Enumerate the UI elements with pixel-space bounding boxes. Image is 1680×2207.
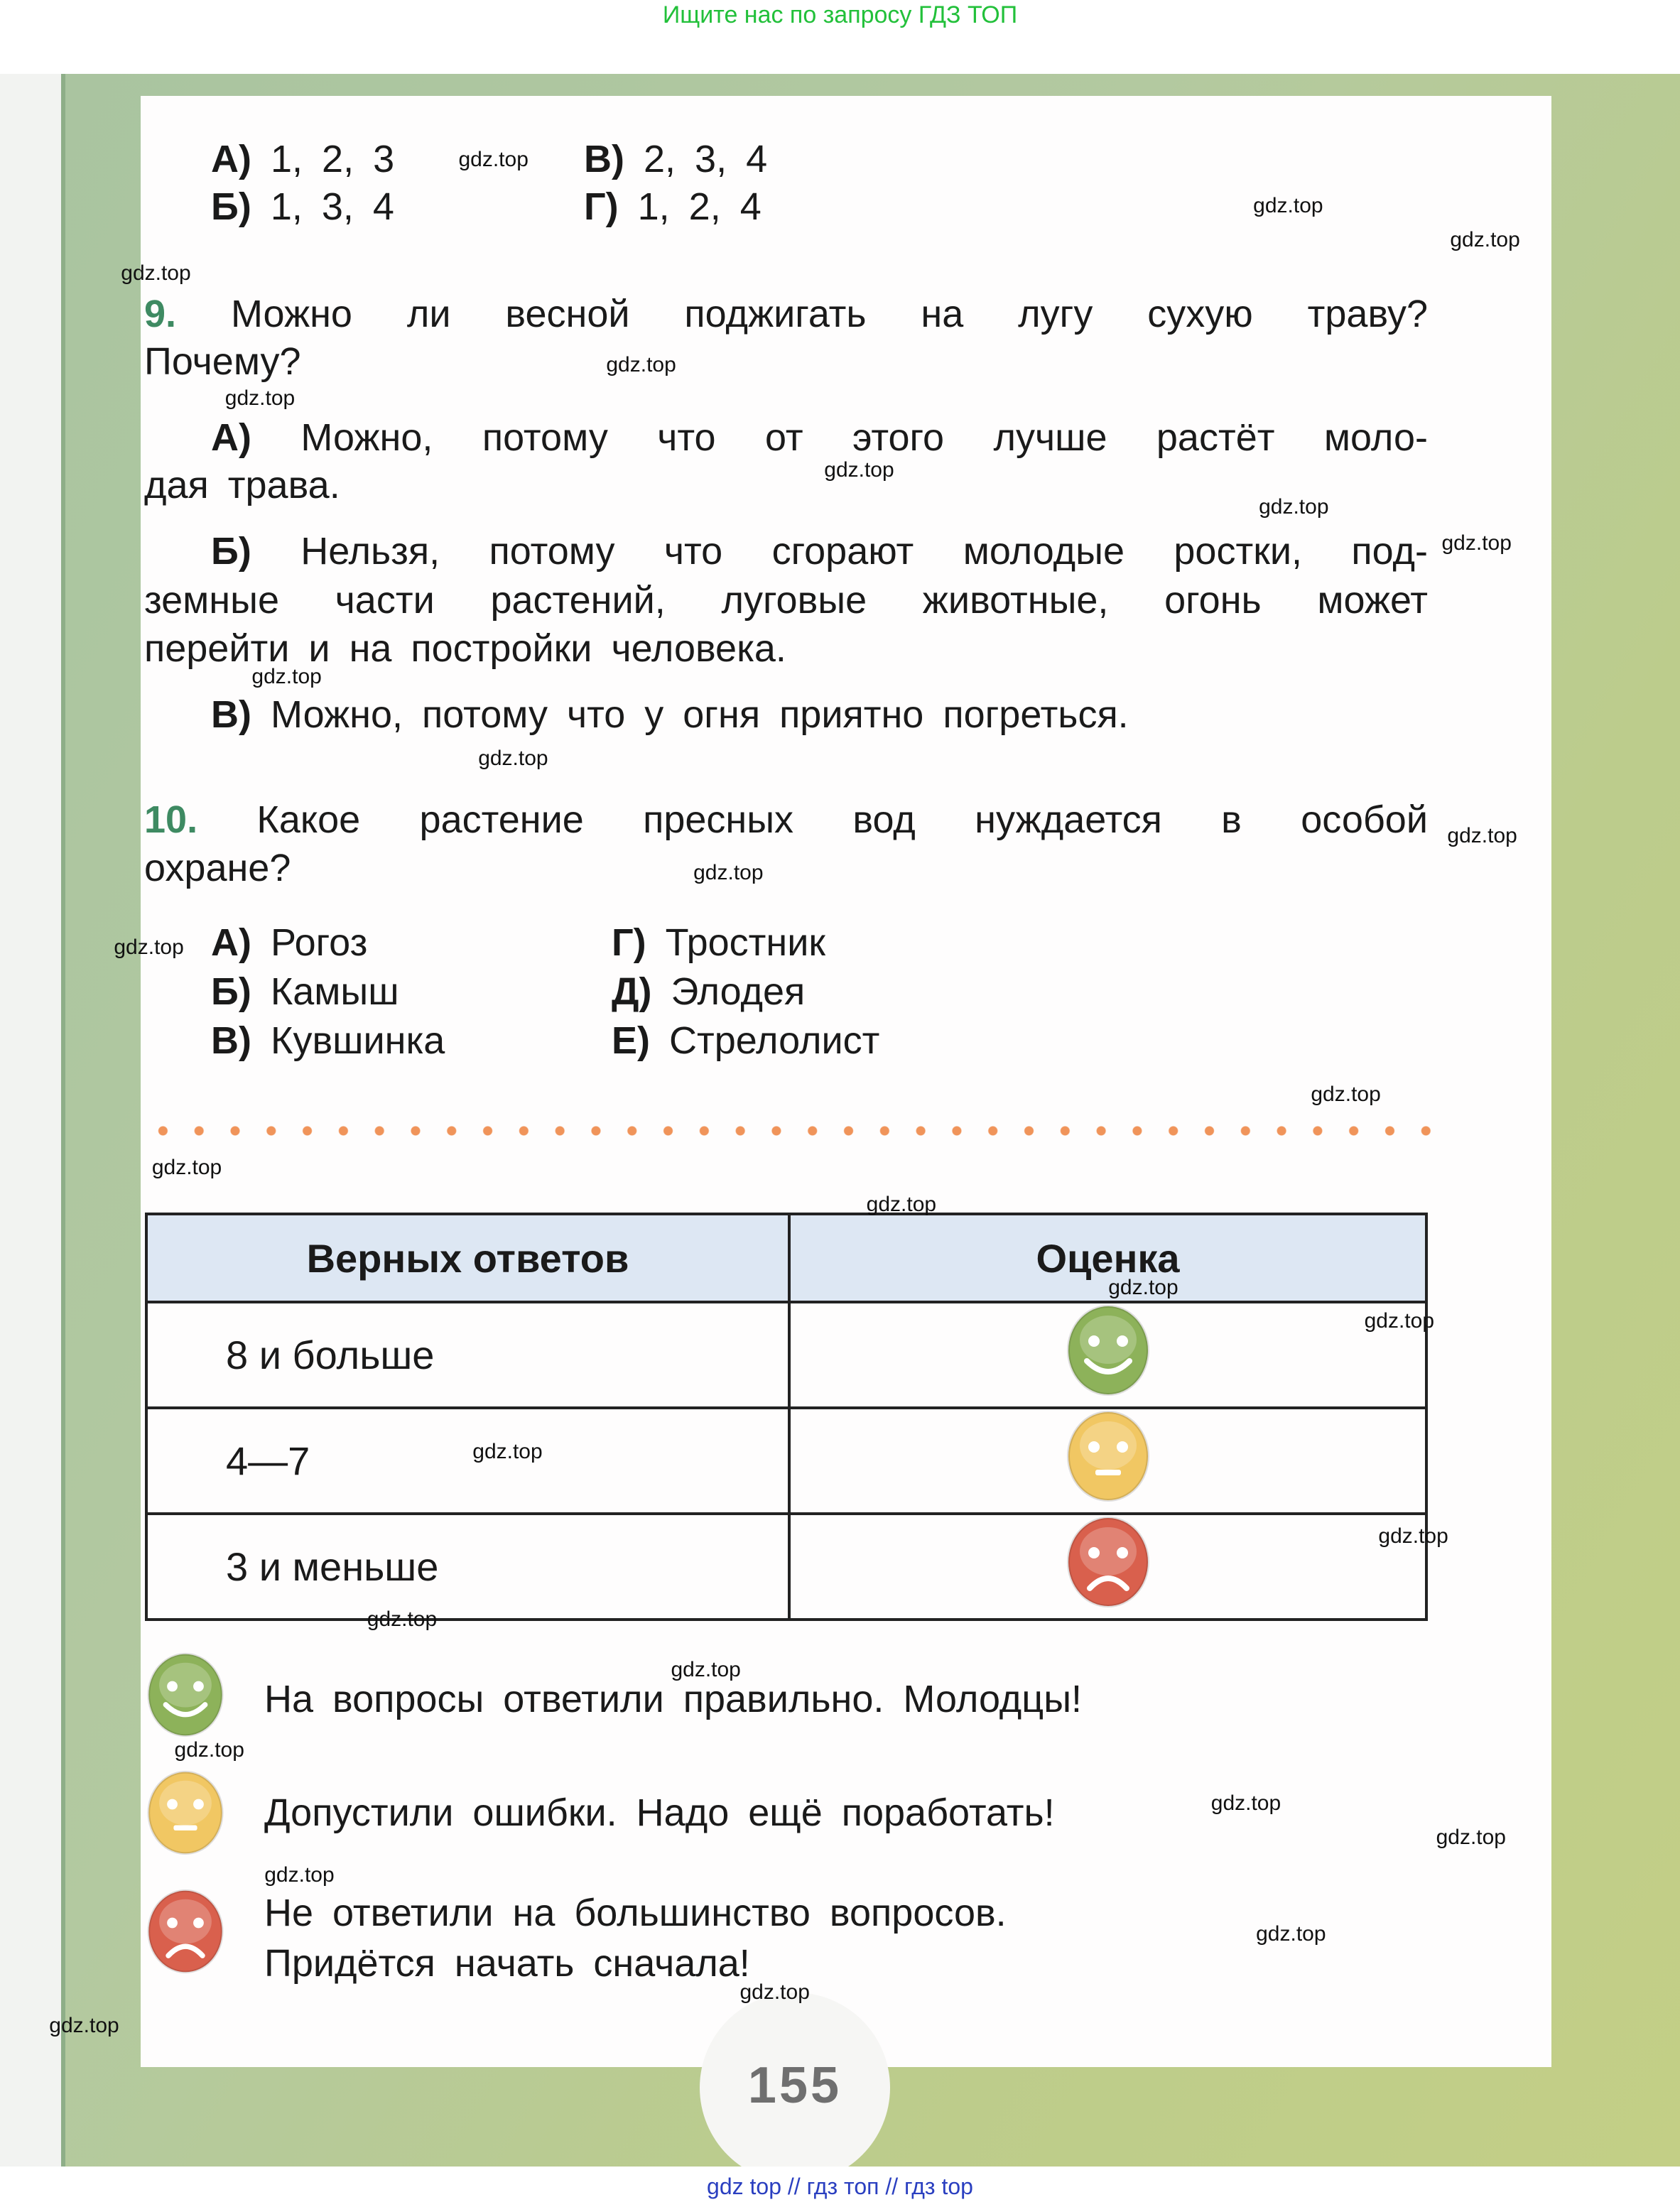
option-text: 1, 3, 4 xyxy=(270,185,394,228)
question-number: 9. xyxy=(144,293,177,335)
range-cell: 8 и больше xyxy=(146,1302,789,1408)
watermark-text: gdz.top xyxy=(1364,1309,1435,1333)
option-text: Нельзя, потому что сгорают молодые ростки, под- xyxy=(300,530,1428,573)
banner-text[interactable]: Ищите нас по запросу ГДЗ ТОП xyxy=(662,1,1018,28)
question-text: Можно ли весной поджигать на лугу сухую траву? xyxy=(230,293,1428,335)
watermark-text: gdz.top xyxy=(151,1156,222,1180)
q8-option-g xyxy=(584,184,762,229)
option-text: Рогоз xyxy=(271,921,368,964)
watermark-text: gdz.top xyxy=(1450,227,1520,251)
option-letter: Б) xyxy=(211,185,251,228)
watermark-text: gdz.top xyxy=(1259,494,1329,519)
option-text-cont: дая трава. xyxy=(144,464,340,506)
watermark-text: gdz.top xyxy=(49,2014,119,2038)
watermark-text: gdz.top xyxy=(114,935,184,959)
table-header-row xyxy=(146,1214,1426,1302)
option-letter: В) xyxy=(211,1019,251,1062)
grade-cell xyxy=(789,1408,1426,1514)
option-text: 2, 3, 4 xyxy=(644,138,768,180)
header-grade: Оценка xyxy=(789,1214,1426,1302)
option-letter: Г) xyxy=(612,921,646,964)
question-number: 10. xyxy=(144,798,198,841)
grade-cell xyxy=(789,1302,1426,1408)
grade-table xyxy=(145,1213,1428,1621)
footer-links[interactable]: gdz top // гдз топ // гдз top xyxy=(707,2174,973,2199)
legend-text-sad: Не ответили на большинство вопросов. xyxy=(264,1892,1007,1934)
neutral-face-icon xyxy=(143,1770,228,1855)
page-paper xyxy=(141,96,1551,2067)
range-cell: 3 и меньше xyxy=(146,1514,789,1620)
header-correct-answers: Верных ответов xyxy=(146,1214,789,1302)
option-letter: Г) xyxy=(584,185,619,228)
q10-option-d xyxy=(612,969,805,1014)
watermark-text: gdz.top xyxy=(671,1658,741,1682)
watermark-text: gdz.top xyxy=(264,1863,335,1887)
watermark-text: gdz.top xyxy=(472,1440,543,1464)
option-letter: А) xyxy=(211,138,251,180)
watermark-text: gdz.top xyxy=(1447,824,1517,848)
range-cell: 4—7 xyxy=(146,1408,789,1514)
q10-option-g xyxy=(612,920,825,965)
option-letter: А) xyxy=(211,921,251,964)
option-text: 1, 2, 4 xyxy=(637,185,762,228)
option-text-cont: перейти и на постройки человека. xyxy=(144,627,786,670)
watermark-text: gdz.top xyxy=(606,352,676,376)
q10-option-e xyxy=(612,1018,879,1063)
legend-text-happy: На вопросы ответили правильно. Молодцы! xyxy=(264,1678,1083,1720)
option-text-cont: земные части растений, луговые животные, огонь может xyxy=(144,579,1428,622)
q10-option-a xyxy=(211,920,367,965)
left-page-edge xyxy=(0,74,65,2167)
watermark-text: gdz.top xyxy=(739,1980,810,2004)
option-letter: А) xyxy=(211,416,251,459)
watermark-text: gdz.top xyxy=(251,665,322,689)
table-row xyxy=(146,1408,1426,1514)
page-number: 155 xyxy=(747,2057,842,2114)
legend-text-neutral: Допустили ошибки. Надо ещё поработать! xyxy=(264,1791,1055,1834)
watermark-text: gdz.top xyxy=(458,147,529,171)
happy-face-icon xyxy=(143,1652,228,1737)
watermark-text: gdz.top xyxy=(1441,531,1512,555)
watermark-text: gdz.top xyxy=(1378,1524,1448,1549)
watermark-text: gdz.top xyxy=(121,261,191,286)
legend-text-sad-cont: Придётся начать сначала! xyxy=(264,1942,750,1985)
option-text: Тростник xyxy=(665,921,825,964)
option-text: 1, 2, 3 xyxy=(271,138,395,180)
q10-question xyxy=(144,797,1428,842)
option-letter: В) xyxy=(211,693,251,736)
q8-option-v xyxy=(584,136,767,182)
option-text: Кувшинка xyxy=(271,1019,445,1062)
watermark-text: gdz.top xyxy=(478,747,548,771)
option-text: Можно, потому что у огня приятно погреться. xyxy=(271,693,1129,736)
watermark-text: gdz.top xyxy=(224,386,296,411)
q10-option-v xyxy=(211,1018,445,1063)
bottom-banner xyxy=(0,2167,1680,2207)
q9-question xyxy=(144,291,1428,337)
table-row xyxy=(146,1302,1426,1408)
watermark-text: gdz.top xyxy=(1108,1275,1178,1299)
option-text: Стрелолист xyxy=(669,1019,880,1062)
q8-option-b xyxy=(211,184,394,229)
top-banner xyxy=(0,0,1680,74)
watermark-text: gdz.top xyxy=(693,860,764,884)
grade-cell xyxy=(789,1514,1426,1620)
q8-option-a xyxy=(211,136,394,182)
question-text: Какое растение пресных вод нуждается в особой xyxy=(256,798,1428,841)
watermark-text: gdz.top xyxy=(866,1192,937,1216)
option-letter: Б) xyxy=(211,530,251,573)
watermark-text: gdz.top xyxy=(1256,1922,1326,1946)
watermark-text: gdz.top xyxy=(174,1738,244,1762)
sad-face-icon xyxy=(143,1889,228,1974)
sad-face-icon xyxy=(1066,1516,1151,1608)
q10-option-b xyxy=(211,969,399,1014)
neutral-face-icon xyxy=(1066,1410,1151,1502)
q9-option-a xyxy=(211,415,1428,460)
watermark-text: gdz.top xyxy=(1253,194,1323,218)
dotted-divider xyxy=(145,1125,1445,1137)
watermark-text: gdz.top xyxy=(1436,1825,1506,1849)
watermark-text: gdz.top xyxy=(367,1607,438,1631)
option-letter: Е) xyxy=(612,1019,650,1062)
option-text: Камыш xyxy=(270,970,399,1013)
option-letter: Д) xyxy=(612,970,652,1013)
watermark-text: gdz.top xyxy=(1311,1083,1381,1107)
question-text-cont: охране? xyxy=(144,847,291,889)
q9-option-b xyxy=(211,528,1428,574)
option-letter: Б) xyxy=(211,970,251,1013)
option-text: Можно, потому что от этого лучше растёт моло- xyxy=(300,416,1428,459)
watermark-text: gdz.top xyxy=(824,458,894,482)
happy-face-icon xyxy=(1066,1304,1151,1397)
question-text-cont: Почему? xyxy=(144,340,301,383)
option-text: Элодея xyxy=(671,970,806,1013)
table-row xyxy=(146,1514,1426,1620)
q9-option-v xyxy=(211,692,1129,737)
option-letter: В) xyxy=(584,138,624,180)
watermark-text: gdz.top xyxy=(1210,1791,1281,1816)
